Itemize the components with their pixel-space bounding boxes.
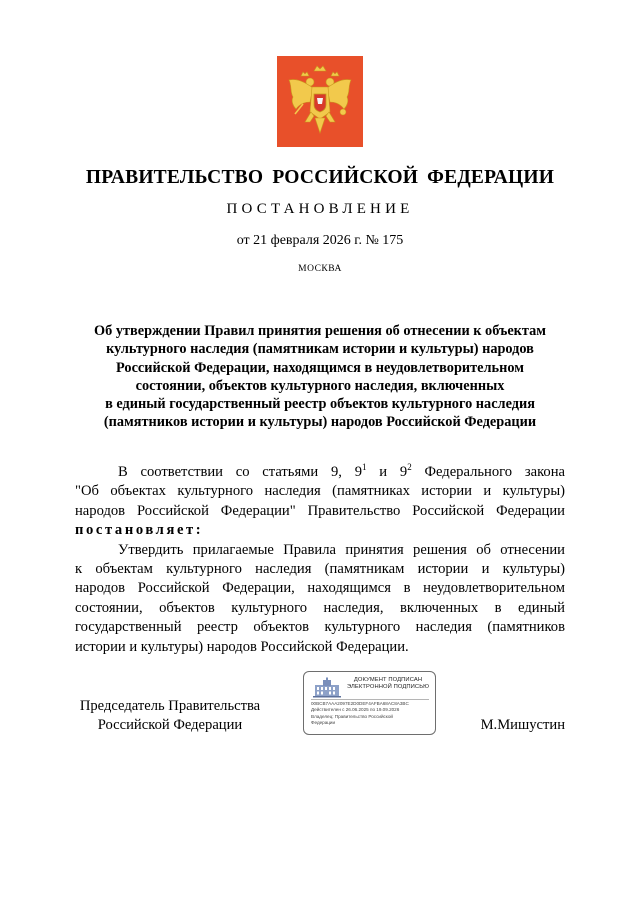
document-type: ПОСТАНОВЛЕНИЕ <box>226 201 414 217</box>
coat-of-arms-icon <box>277 56 363 147</box>
electronic-signature-stamp <box>303 671 436 735</box>
signatory-position <box>70 697 270 736</box>
subject-line: (памятников истории и культуры) народов Российской Федерации <box>103 414 537 431</box>
document-date-number: от 21 февраля 2026 г. № 175 <box>236 233 404 248</box>
stamp-owner: Владелец: Правительство Российской <box>311 713 393 719</box>
stamp-details <box>311 701 433 727</box>
stamp-certificate: 00BCB7AAA2097E2D0DEF4AFBA68AC8A3BC <box>311 701 409 706</box>
resolution-word: постановляет: <box>75 522 204 539</box>
body-line: государственный реестр объектов культурного наследия (памятников <box>75 619 565 636</box>
government-building-icon <box>312 677 342 699</box>
body-line: "Об объектах культурного наследия (памятниках истории и культуры) <box>75 483 565 500</box>
stamp-title <box>344 677 432 691</box>
body-line: народов Российской Федерации, находящимся в неудовлетворительном <box>75 580 565 597</box>
stamp-divider <box>311 699 429 700</box>
subject-line: Российской Федерации, находящимся в неудовлетворительном <box>116 359 524 376</box>
subject-line: в единый государственный реестр объектов культурного наследия <box>105 396 535 413</box>
body-line: к объектам культурного наследия (памятникам истории и культуры) <box>75 560 565 577</box>
body-line: В соответствии со статьями 9, $9^1$ и $9^2$ Федерального закона <box>118 462 565 480</box>
government-title: ПРАВИТЕЛЬСТВО РОССИЙСКОЙ ФЕДЕРАЦИИ <box>85 167 555 188</box>
document-body <box>75 463 565 657</box>
body-line: Утвердить прилагаемые Правила принятия решения об отнесении <box>118 541 565 558</box>
stamp-validity: Действителен с 26.06.2025 по 19.09.2026 <box>311 707 400 713</box>
subject-line: состоянии, объектов культурного наследия, включенных <box>135 377 505 394</box>
signatory-name: М.Мишустин <box>480 717 565 733</box>
body-line: истории и культуры) народов Российской Федерации. <box>75 638 409 655</box>
body-line: народов Российской Федерации" Правительство Российской Федерации <box>75 502 565 519</box>
document-city: МОСКВА <box>298 264 342 274</box>
body-line: состоянии, объектов культурного наследия, включенных в единый <box>75 599 565 616</box>
stamp-title-line: ДОКУМЕНТ ПОДПИСАН <box>353 677 423 683</box>
signatory-position-line: Председатель Правительства <box>79 698 261 714</box>
subject-line: Об утверждении Правил принятия решения об отнесении к объектам <box>93 323 547 339</box>
document-subject <box>75 322 565 432</box>
stamp-title-line: ЭЛЕКТРОННОЙ ПОДПИСЬЮ <box>346 684 430 691</box>
subject-line: культурного наследия (памятникам истории и культуры) народов <box>106 341 534 358</box>
stamp-owner: Федерации <box>311 720 336 726</box>
signatory-position-line: Российской Федерации <box>97 717 243 734</box>
